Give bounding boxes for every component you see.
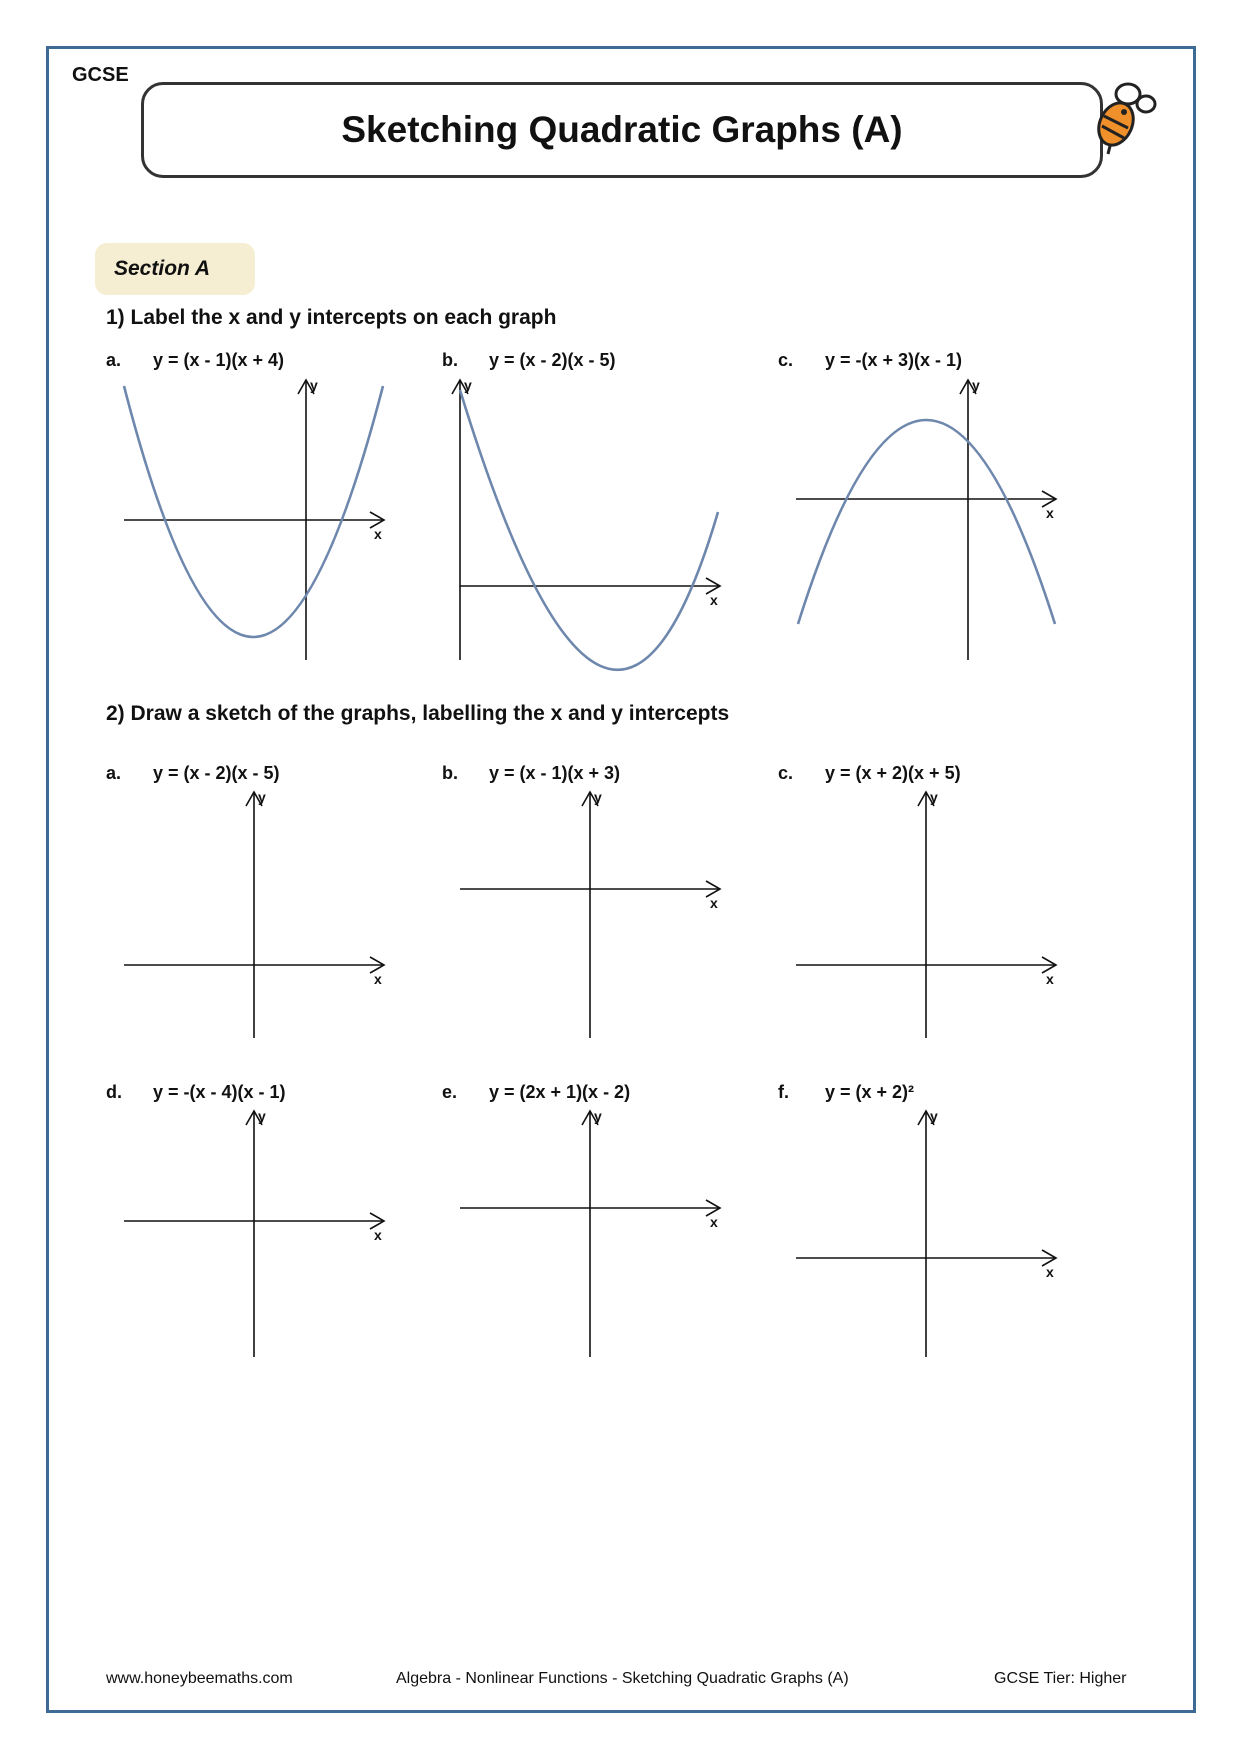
level-label: GCSE [72,64,129,86]
section-tag: Section A [95,243,255,295]
y-axis-label: y [464,377,472,393]
footer-topic: Algebra - Nonlinear Functions - Sketching Quadratic Graphs (A) [396,1670,849,1687]
q2-part-d-label: d. [106,1082,122,1102]
q1-part-b-label: b. [442,350,458,370]
question-2-text: 2) Draw a sketch of the graphs, labelling the x and y intercepts [106,702,730,725]
y-axis-label: y [930,789,938,805]
y-axis-label: y [594,789,602,805]
q2-part-f-equation: y = (x + 2)² [825,1082,915,1102]
q1-part-a-label: a. [106,350,122,370]
q2-part-c-equation: y = (x + 2)(x + 5) [825,763,961,783]
q1-part-b-equation: y = (x - 2)(x - 5) [489,350,616,370]
q2-part-e-equation: y = (2x + 1)(x - 2) [489,1082,631,1102]
x-axis-label: x [374,971,382,987]
q2-part-c-label: c. [778,763,794,783]
y-axis-label: y [930,1108,938,1124]
q1-part-a-equation: y = (x - 1)(x + 4) [153,350,285,370]
q2-part-e-label: e. [442,1082,458,1102]
x-axis-label: x [1046,971,1054,987]
x-axis-label: x [1046,1264,1054,1280]
x-axis-label: x [710,592,718,608]
q1-part-c-equation: y = -(x + 3)(x - 1) [825,350,963,370]
question-1-text: 1) Label the x and y intercepts on each graph [106,306,557,329]
q2-part-a-equation: y = (x - 2)(x - 5) [153,763,280,783]
y-axis-label: y [258,1108,266,1124]
q2-part-a-label: a. [106,763,122,783]
x-axis-label: x [374,1227,382,1243]
y-axis-label: y [258,789,266,805]
q2-part-b-label: b. [442,763,458,783]
x-axis-label: x [374,526,382,542]
x-axis-label: x [1046,505,1054,521]
q2-part-f-label: f. [778,1082,789,1102]
worksheet-title: Sketching Quadratic Graphs (A) [341,109,903,150]
q1-part-c-label: c. [778,350,794,370]
x-axis-label: x [710,895,718,911]
y-axis-label: y [972,377,980,393]
footer-tier: GCSE Tier: Higher [994,1670,1127,1687]
q2-part-b-equation: y = (x - 1)(x + 3) [489,763,621,783]
y-axis-label: y [310,377,318,393]
q2-part-d-equation: y = -(x - 4)(x - 1) [153,1082,286,1102]
x-axis-label: x [710,1214,718,1230]
y-axis-label: y [594,1108,602,1124]
footer-website: www.honeybeemaths.com [106,1670,293,1687]
